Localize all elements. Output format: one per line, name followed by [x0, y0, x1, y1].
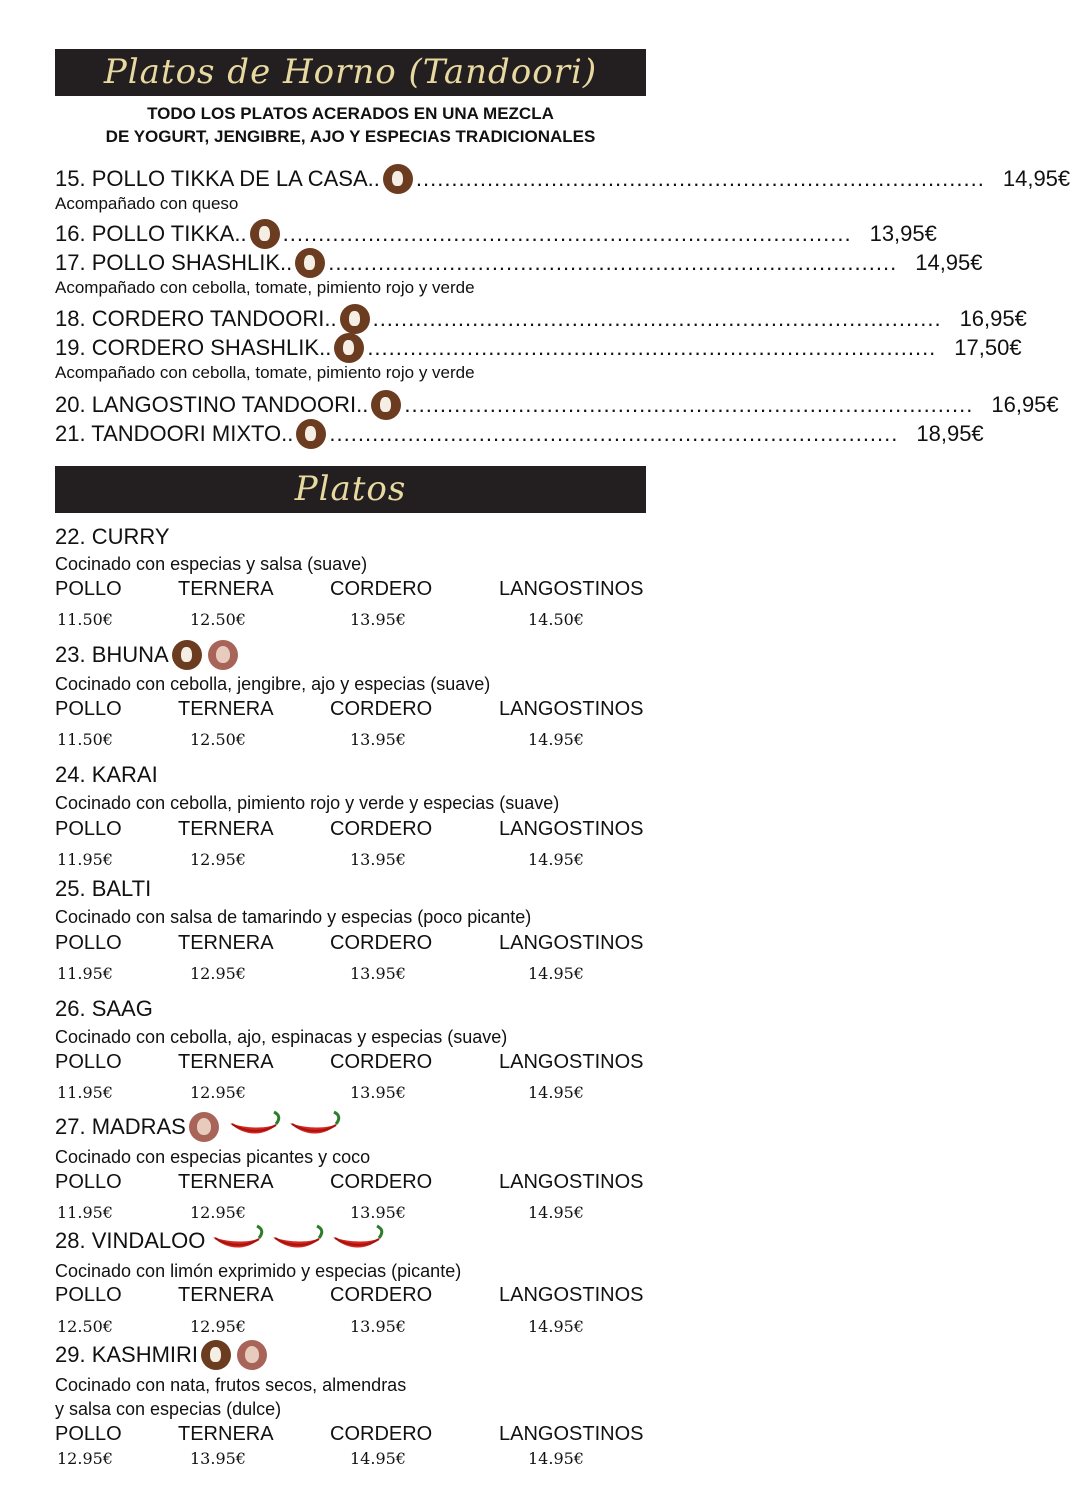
nut-icon — [189, 1112, 219, 1142]
meat-label: CORDERO — [330, 698, 433, 720]
meat-price: 14.95€ — [350, 1449, 406, 1468]
tandoori-item-name: 19. CORDERO SHASHLIK — [55, 335, 320, 360]
leader-dots: .. — [234, 221, 247, 246]
dish-name: 22. CURRY — [55, 524, 170, 549]
tandoori-item-price: 18,95€ — [916, 421, 984, 446]
meat-label: TERNERA — [178, 578, 274, 600]
meat-label: POLLO — [55, 578, 122, 600]
meat-price: 13.95€ — [350, 964, 406, 983]
tandoori-item — [55, 420, 984, 448]
tandoori-item-price: 13,95€ — [869, 221, 937, 246]
dish-description: Cocinado con especias picantes y coco — [55, 1147, 371, 1167]
dish-description: y salsa con especias (dulce) — [55, 1399, 282, 1419]
meat-label: POLLO — [55, 1423, 122, 1445]
leader-dots: ................................................................................ — [367, 335, 937, 360]
leader-dots: .. — [280, 250, 293, 275]
meat-label: TERNERA — [178, 818, 274, 840]
meat-price: 14.95€ — [528, 1203, 584, 1222]
tandoori-item — [55, 334, 1022, 362]
dish-title — [55, 760, 158, 790]
meat-price: 11.95€ — [57, 1203, 113, 1222]
meat-price: 12.95€ — [190, 1317, 246, 1336]
leader-dots: .. — [356, 392, 369, 417]
dish-name: 29. KASHMIRI — [55, 1342, 199, 1367]
tandoori-item-name: 16. POLLO TIKKA — [55, 221, 235, 246]
dish-title — [55, 1112, 342, 1142]
leader-dots: ................................................................................ — [372, 306, 942, 331]
meat-price: 12.50€ — [57, 1317, 113, 1336]
meat-price: 14.95€ — [528, 964, 584, 983]
dish-description: Cocinado con limón exprimido y especias (picante) — [55, 1261, 462, 1281]
meat-price: 13.95€ — [350, 610, 406, 629]
meat-label: TERNERA — [178, 1423, 274, 1445]
dish-description: Cocinado con cebolla, jengibre, ajo y especias (suave) — [55, 674, 491, 694]
tandoori-subtitle-line2: DE YOGURT, JENGIBRE, AJO Y ESPECIAS TRADICIONALES — [105, 127, 596, 146]
meat-label: CORDERO — [330, 1051, 433, 1073]
meat-label: CORDERO — [330, 1171, 433, 1193]
dish-title — [55, 1226, 385, 1256]
tandoori-item-price: 16,95€ — [991, 392, 1059, 417]
meat-price: 11.95€ — [57, 850, 113, 869]
meat-options — [55, 1423, 653, 1447]
meat-price: 11.50€ — [57, 730, 113, 749]
meat-prices — [55, 850, 653, 872]
tandoori-item-price: 17,50€ — [954, 335, 1022, 360]
dish-title — [55, 874, 151, 904]
chili-icon — [286, 1111, 342, 1143]
chili-icon — [329, 1225, 385, 1257]
dish-title — [55, 522, 170, 552]
meat-label: LANGOSTINOS — [499, 578, 644, 600]
tandoori-item-name: 18. CORDERO TANDOORI — [55, 306, 325, 331]
dish-name: 23. BHUNA — [55, 642, 169, 667]
dish-name: 25. BALTI — [55, 876, 152, 901]
dish-title — [55, 1340, 270, 1370]
meat-price: 11.50€ — [57, 610, 113, 629]
tandoori-item-price: 14,95€ — [1002, 166, 1070, 191]
leader-dots: ................................................................................ — [404, 392, 974, 417]
meat-options — [55, 698, 653, 722]
meat-prices — [55, 964, 653, 986]
meat-label: TERNERA — [178, 932, 274, 954]
leader-dots: .. — [324, 306, 337, 331]
meat-options — [55, 1051, 653, 1075]
meat-label: POLLO — [55, 1051, 122, 1073]
tandoori-item-price: 16,95€ — [959, 306, 1027, 331]
meat-prices — [55, 1083, 653, 1105]
nut-icon — [208, 640, 238, 670]
dish-name: 24. KARAI — [55, 762, 158, 787]
yogurt-pot-icon — [295, 248, 325, 278]
meat-label: CORDERO — [330, 578, 433, 600]
dish-name: 28. VINDALOO — [55, 1228, 206, 1253]
tandoori-item — [55, 391, 1059, 419]
meat-label: TERNERA — [178, 1284, 274, 1306]
meat-options — [55, 578, 653, 602]
leader-dots: ................................................................................ — [415, 166, 985, 191]
tandoori-item — [55, 165, 1070, 193]
meat-prices — [55, 1203, 653, 1225]
meat-price: 12.50€ — [190, 730, 246, 749]
dish-description: Cocinado con nata, frutos secos, almendras — [55, 1375, 407, 1395]
meat-label: TERNERA — [178, 1171, 274, 1193]
chili-icon — [226, 1111, 282, 1143]
tandoori-item-name: 20. LANGOSTINO TANDOORI — [55, 392, 357, 417]
meat-price: 14.95€ — [528, 1083, 584, 1102]
meat-label: LANGOSTINOS — [499, 1171, 644, 1193]
yogurt-pot-icon — [250, 219, 280, 249]
tandoori-title: Platos de Horno (Tandoori) — [103, 52, 598, 92]
meat-price: 13.95€ — [190, 1449, 246, 1468]
meat-label: LANGOSTINOS — [499, 932, 644, 954]
dish-description: Cocinado con cebolla, ajo, espinacas y especias (suave) — [55, 1027, 508, 1047]
meat-price: 13.95€ — [350, 1317, 406, 1336]
meat-label: CORDERO — [330, 1284, 433, 1306]
dish-description: Cocinado con cebolla, pimiento rojo y verde y especias (suave) — [55, 793, 560, 813]
meat-label: LANGOSTINOS — [499, 1423, 644, 1445]
meat-label: LANGOSTINOS — [499, 818, 644, 840]
meat-price: 12.50€ — [190, 610, 246, 629]
dish-name: 27. MADRAS — [55, 1114, 186, 1139]
dish-description: Cocinado con salsa de tamarindo y especias (poco picante) — [55, 907, 532, 927]
meat-options — [55, 1171, 653, 1195]
dish-title — [55, 994, 153, 1024]
meat-price: 13.95€ — [350, 850, 406, 869]
meat-price: 12.95€ — [190, 1203, 246, 1222]
meat-price: 14.95€ — [528, 1317, 584, 1336]
meat-prices — [55, 610, 653, 632]
tandoori-item-price: 14,95€ — [915, 250, 983, 275]
meat-prices — [55, 1317, 653, 1339]
meat-prices — [55, 1449, 653, 1471]
chili-icon — [209, 1225, 265, 1257]
meat-label: POLLO — [55, 818, 122, 840]
meat-label: LANGOSTINOS — [499, 698, 644, 720]
meat-price: 12.95€ — [190, 850, 246, 869]
dish-description: Cocinado con especias y salsa (suave) — [55, 554, 368, 574]
tandoori-item-name: 21. TANDOORI MIXTO — [55, 421, 282, 446]
platos-banner — [55, 466, 646, 513]
meat-label: POLLO — [55, 1284, 122, 1306]
meat-label: POLLO — [55, 698, 122, 720]
meat-price: 13.95€ — [350, 730, 406, 749]
platos-title: Platos — [294, 469, 407, 509]
meat-price: 12.95€ — [190, 1083, 246, 1102]
meat-label: CORDERO — [330, 818, 433, 840]
meat-options — [55, 932, 653, 956]
leader-dots: ................................................................................ — [328, 250, 898, 275]
meat-options — [55, 818, 653, 842]
meat-price: 13.95€ — [350, 1083, 406, 1102]
meat-label: POLLO — [55, 1171, 122, 1193]
meat-label: CORDERO — [330, 1423, 433, 1445]
meat-prices — [55, 730, 653, 752]
yogurt-pot-icon — [201, 1340, 231, 1370]
dish-title — [55, 640, 241, 670]
tandoori-item — [55, 305, 1027, 333]
meat-price: 11.95€ — [57, 1083, 113, 1102]
meat-label: LANGOSTINOS — [499, 1051, 644, 1073]
leader-dots: .. — [367, 166, 380, 191]
tandoori-banner — [55, 49, 646, 96]
leader-dots: ................................................................................ — [282, 221, 852, 246]
tandoori-item-note: Acompañado con cebolla, tomate, pimiento rojo y verde — [55, 363, 475, 382]
tandoori-item-note: Acompañado con cebolla, tomate, pimiento rojo y verde — [55, 278, 475, 297]
leader-dots: .. — [281, 421, 294, 446]
meat-label: TERNERA — [178, 698, 274, 720]
tandoori-item-note: Acompañado con queso — [55, 194, 239, 213]
yogurt-pot-icon — [334, 333, 364, 363]
yogurt-pot-icon — [296, 419, 326, 449]
tandoori-item-name: 17. POLLO SHASHLIK — [55, 250, 280, 275]
tandoori-item — [55, 249, 983, 277]
meat-label: LANGOSTINOS — [499, 1284, 644, 1306]
meat-price: 11.95€ — [57, 964, 113, 983]
meat-price: 14.95€ — [528, 730, 584, 749]
meat-price: 12.95€ — [190, 964, 246, 983]
meat-label: POLLO — [55, 932, 122, 954]
tandoori-item-name: 15. POLLO TIKKA DE LA CASA — [55, 166, 368, 191]
meat-label: TERNERA — [178, 1051, 274, 1073]
nut-icon — [237, 1340, 267, 1370]
meat-price: 13.95€ — [350, 1203, 406, 1222]
tandoori-item — [55, 220, 937, 248]
yogurt-pot-icon — [340, 304, 370, 334]
yogurt-pot-icon — [371, 390, 401, 420]
chili-icon — [269, 1225, 325, 1257]
yogurt-pot-icon — [383, 164, 413, 194]
tandoori-subtitle-line1: TODO LOS PLATOS ACERADOS EN UNA MEZCLA — [147, 104, 554, 123]
meat-label: CORDERO — [330, 932, 433, 954]
meat-options — [55, 1284, 653, 1308]
meat-price: 14.95€ — [528, 1449, 584, 1468]
leader-dots: ................................................................................ — [329, 421, 899, 446]
yogurt-pot-icon — [172, 640, 202, 670]
meat-price: 14.95€ — [528, 850, 584, 869]
leader-dots: .. — [319, 335, 332, 360]
meat-price: 14.50€ — [528, 610, 584, 629]
dish-name: 26. SAAG — [55, 996, 153, 1021]
meat-price: 12.95€ — [57, 1449, 113, 1468]
